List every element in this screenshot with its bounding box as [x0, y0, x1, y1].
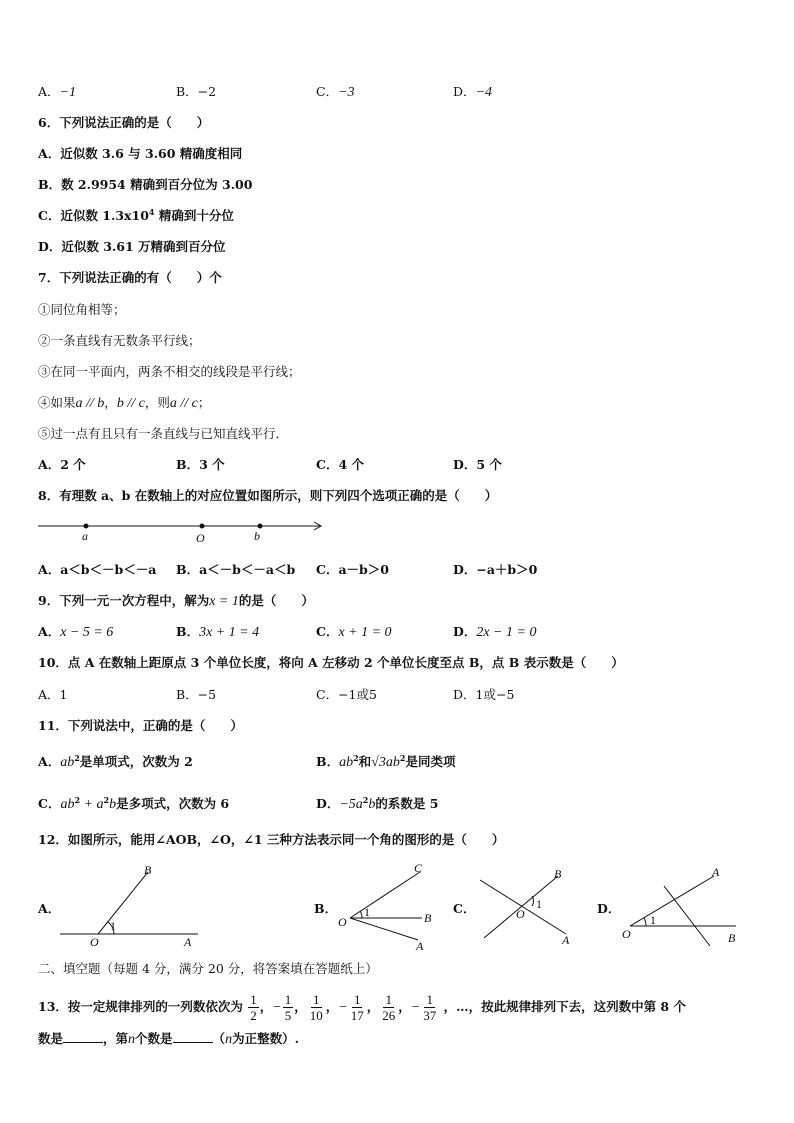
- q12-figure-a: [60, 862, 210, 952]
- answer-blank-1[interactable]: [63, 1030, 103, 1043]
- q12-option-d-label: D．: [597, 901, 621, 916]
- svg-text:1: 1: [364, 905, 370, 919]
- svg-text:C: C: [414, 861, 423, 875]
- q10-option-b: B．−5: [176, 687, 217, 702]
- q7-statement-4: ④如果a // b，b // c，则a // c；: [38, 395, 211, 411]
- q8-option-b: B．a＜－b＜－a＜b: [176, 562, 296, 577]
- q5-option-d: D．−4: [453, 84, 492, 100]
- fraction: $\frac{1}{26}$: [382, 992, 396, 1023]
- fraction: $\frac{1}{10}$: [309, 992, 323, 1023]
- point-a: [84, 524, 89, 529]
- q9-option-a: A．x − 5 = 6: [38, 624, 114, 640]
- svg-text:O: O: [622, 927, 631, 941]
- q7-option-c: C．4 个: [316, 457, 364, 472]
- svg-text:A: A: [184, 935, 192, 949]
- q9-stem: 9．下列一元一次方程中，解为x = 1的是（ ）: [38, 593, 314, 609]
- label-a: a: [82, 529, 88, 543]
- q12-figure-d: [618, 862, 768, 952]
- q9-option-d: D．2x − 1 = 0: [453, 624, 537, 640]
- q7-option-d: D．5 个: [453, 457, 502, 472]
- q8-option-c: C．a－b＞0: [316, 562, 389, 577]
- svg-text:B: B: [728, 931, 736, 945]
- q6-option-c: C．近似数 $1.3x10^4$ 精确到十分位: [38, 206, 234, 223]
- q12-figure-c: [474, 862, 594, 952]
- fraction: $\frac{1}{5}$: [284, 992, 292, 1023]
- q6-option-d: D．近似数 3.61 万精确到百分位: [38, 239, 226, 254]
- number-line-figure: [36, 516, 336, 546]
- q7-option-b: B．3 个: [176, 457, 225, 472]
- q10-option-a: A．1: [38, 687, 68, 702]
- q7-statement-5: ⑤过一点有且只有一条直线与已知直线平行．: [38, 426, 289, 441]
- q12-option-b-label: B．: [314, 901, 338, 916]
- q10-option-c: C．−1或5: [316, 687, 377, 702]
- q11-option-c: C．$ab^2 + a^2b$是多项式，次数为 6: [38, 794, 230, 812]
- label-b: b: [254, 529, 260, 543]
- q12-option-a-label: A．: [38, 901, 61, 916]
- q11-option-b: B．$ab^2$和$√3ab^2$是同类项: [316, 752, 456, 770]
- q12-option-c-label: C．: [453, 901, 476, 916]
- svg-text:1: 1: [650, 913, 656, 927]
- q12-stem: 12．如图所示，能用∠AOB，∠O，∠1 三种方法表示同一个角的图形的是（ ）: [38, 832, 505, 847]
- fraction: $\frac{1}{2}$: [250, 992, 257, 1023]
- q9-option-c: C．x + 1 = 0: [316, 624, 392, 640]
- svg-text:A: A: [562, 933, 570, 947]
- fraction-sequence: $\frac{1}{2}$ ，− $\frac{1}{5}$ ， $\frac{1}{10}$ ，− $\frac{1}{17}$ ， $\frac{1}{26}$ ，− $\frac{1}{37}$: [250, 992, 437, 1023]
- fraction: $\frac{1}{17}$: [350, 992, 364, 1023]
- q13-line-1: 13．按一定规律排列的一列数依次为 $\frac{1}{2}$ ，− $\frac{1}{5}$ ， $\frac{1}{10}$ ，− $\frac{1}{17}$ ， $\frac{1}{26}$ ，− $\frac{1}{37}$ ，…，按此规律排列下去，这列数中第 8 个: [38, 992, 686, 1023]
- q7-statement-2: ②一条直线有无数条平行线；: [38, 333, 201, 348]
- q7-option-a: A．2 个: [38, 457, 86, 472]
- q6-stem: 6．下列说法正确的是（ ）: [38, 115, 210, 130]
- svg-text:B: B: [144, 863, 152, 877]
- q12-figure-b: [336, 860, 456, 953]
- q6-option-b: B．数 2.9954 精确到百分位为 3.00: [38, 177, 253, 192]
- q10-stem: 10．点 A 在数轴上距原点 3 个单位长度，将向 A 左移动 2 个单位长度至点 B，点 B 表示数是（ ）: [38, 655, 624, 670]
- label-o: O: [196, 531, 205, 545]
- q8-option-a: A．a＜b＜－b＜－a: [38, 562, 157, 577]
- q7-stem: 7．下列说法正确的有（ ）个: [38, 270, 222, 285]
- svg-text:B: B: [554, 867, 562, 881]
- svg-text:A: A: [416, 939, 424, 953]
- svg-text:1: 1: [110, 919, 116, 933]
- q13-line-2: 数是 ，第n个数是 （n为正整数）.: [38, 1031, 299, 1047]
- q8-option-d: D．−a＋b＞0: [453, 562, 538, 577]
- q6-option-a: A．近似数 3.6 与 3.60 精确度相同: [38, 146, 243, 161]
- q11-stem: 11．下列说法中，正确的是（ ）: [38, 718, 243, 733]
- point-b: [258, 524, 263, 529]
- q7-statement-1: ①同位角相等；: [38, 302, 126, 317]
- svg-text:O: O: [338, 915, 347, 929]
- fraction: $\frac{1}{37}$: [423, 992, 437, 1023]
- q7-statement-3: ③在同一平面内，两条不相交的线段是平行线；: [38, 364, 301, 379]
- q5-option-b: B．−2: [176, 84, 217, 99]
- q11-option-a: A．$ab^2$是单项式，次数为 2: [38, 752, 193, 770]
- svg-text:A: A: [712, 865, 720, 879]
- q9-option-b: B．3x + 1 = 4: [176, 624, 260, 640]
- q5-option-a: A．−1: [38, 84, 76, 100]
- q10-option-d: D．1或−5: [453, 687, 515, 702]
- q8-stem: 8．有理数 a、b 在数轴上的对应位置如图所示，则下列四个选项正确的是（ ）: [38, 488, 498, 503]
- svg-text:1: 1: [536, 897, 542, 911]
- q5-option-c: C．−3: [316, 84, 355, 100]
- q11-option-d: D．$-5a^2b$的系数是 5: [316, 794, 439, 812]
- svg-text:O: O: [516, 907, 525, 921]
- section-heading: 二、填空题（每题 4 分，满分 20 分，将答案填在答题纸上）: [38, 961, 378, 976]
- svg-text:B: B: [424, 911, 432, 925]
- answer-blank-2[interactable]: [173, 1030, 213, 1043]
- svg-text:O: O: [90, 935, 99, 949]
- point-o: [200, 524, 205, 529]
